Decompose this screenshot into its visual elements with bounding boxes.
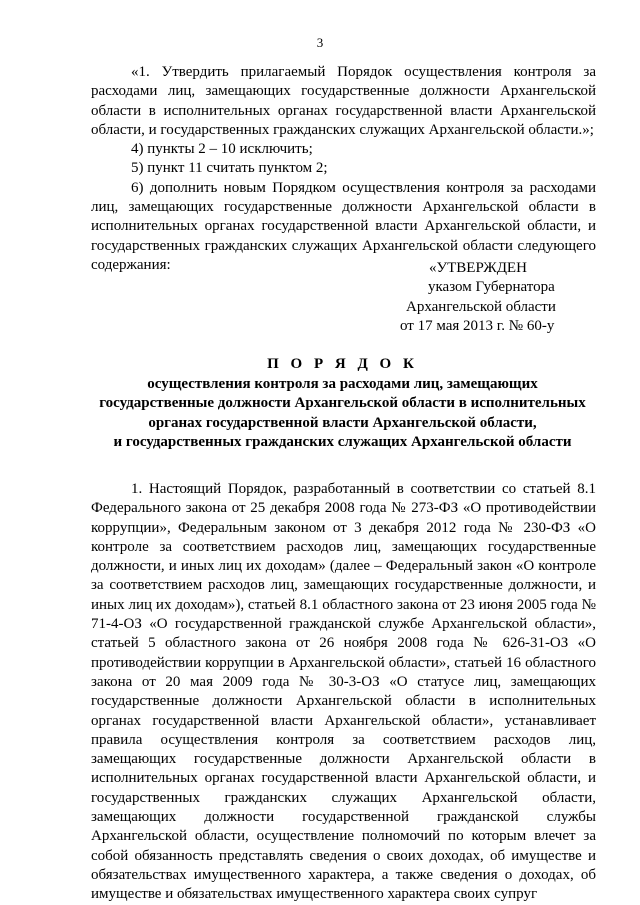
page-number: 3 [316,35,324,50]
heading-line: и государственных гражданских служащих Архангельской области [113,434,572,450]
amendment-paragraph: 6) дополнить новым Порядком осуществления контроля за расходами лиц, замещающих государственные должности Архангельской области в исполнительных органах государственной власти Архангельской области, и государственных гражданских служащих Архангельской области следующего содержания: [91,179,596,273]
body-text [91,480,596,905]
approval-line: «УТВЕРЖДЕН [429,260,527,276]
approval-stamp [396,259,596,336]
heading-title: П О Р Я Д О К [267,356,418,372]
amendment-text [91,63,596,275]
document-heading [70,355,615,453]
heading-line: осуществления контроля за расходами лиц, замещающих [147,375,538,392]
heading-line: органах государственной власти Архангельской области, [148,414,537,431]
amendment-paragraph: 4) пункты 2 – 10 исключить; [131,141,313,158]
amendment-paragraph: «1. Утвердить прилагаемый Порядок осуществления контроля за расходами лиц, замещающих государственные должности Архангельской области в исполнительных органах государственной власти Архангельской области, и государственных гражданских служащих Архангельской области.»; [91,64,596,138]
approval-line: Архангельской области [406,298,556,315]
approval-line: от 17 мая 2013 г. № 60-у [400,317,555,334]
heading-line: государственные должности Архангельской области в исполнительных [99,395,586,411]
body-paragraph: 1. Настоящий Порядок, разработанный в соответствии со статьей 8.1 Федерального закона от 25 декабря 2008 года № 273-ФЗ «О противодействии коррупции», Федеральным законом от 3 декабря 2012 года № 230-ФЗ «О контроле за соответствием расходов лиц, замещающих государственные должности, и иных лиц их доходам» (далее – Федеральный закон «О контроле за соответствием расходов лиц, замещающих государственные должности, и иных лиц их доходам»), статьей 8.1 областного закона от 23 июня 2005 года № 71-4-ОЗ «О государственной гражданской службе Архангельской области», статьей 5 областного закона от 26 ноября 2008 года № 626-31-ОЗ «О противодействии коррупции в Архангельской области», статьей 16 областного закона от 20 мая 2009 года № 30-3-ОЗ «О статусе лиц, замещающих государственные должности Архангельской области в исполнительных органах государственной власти Архангельской области», устанавливает правила осуществления контроля за соответствием расходов лиц, замещающих государственные должности Архангельской области в исполнительных органах государственной власти Архангельской области, и государственных гражданских служащих Архангельской области, замещающих должности государственной гражданской службы Архангельской области, осуществление полномочий по которым влечет за собой обязанность представлять сведения о своих доходах, об имуществе и обязательствах имущественного характера, а также сведения о доходах, об имуществе и обязательствах имущественного характера своих супруг [91,481,596,903]
amendment-paragraph: 5) пункт 11 считать пунктом 2; [131,160,328,177]
approval-line: указом Губернатора [428,279,555,296]
